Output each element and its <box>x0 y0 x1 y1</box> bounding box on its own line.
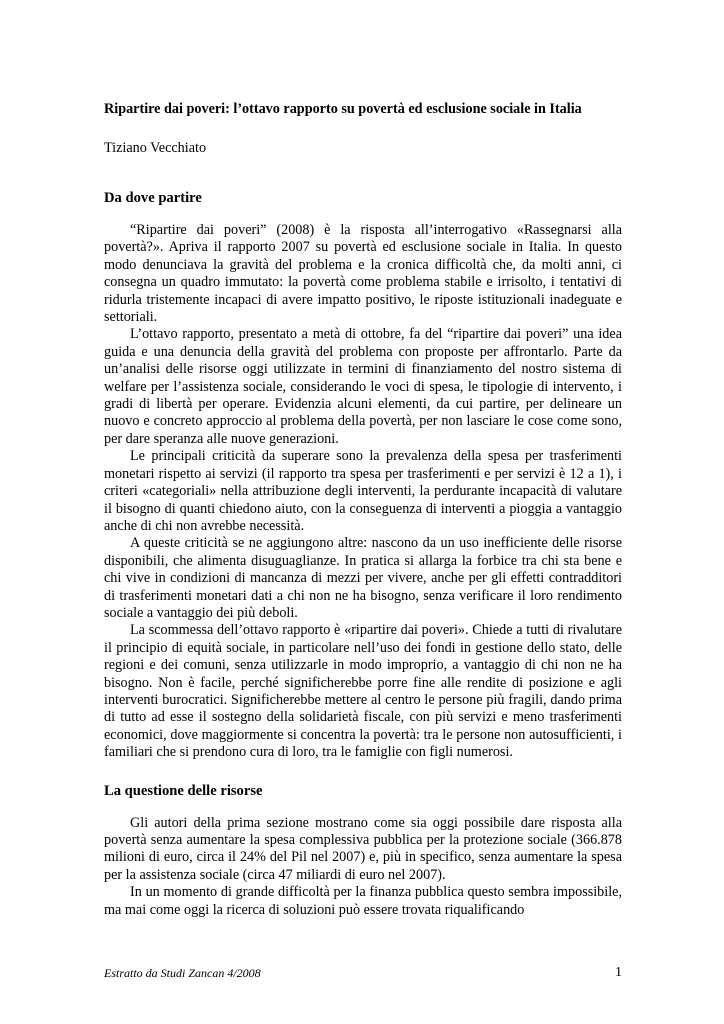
paragraph: L’ottavo rapporto, presentato a metà di ottobre, fa del “ripartire dai poveri” una idea guida e una denuncia della gravità del problema con proposte per affrontarlo. Parte da un’analisi delle risorse oggi utilizzate in termini di finanziamento del nostro sistema di welfare per l’assistenza sociale, considerando le voci di spesa, le tipologie di intervento, i gradi di libertà per operare. Evidenzia alcuni elementi, da cui partire, per delineare un nuovo e concreto approccio al problema della povertà, per non lasciare le cose come sono, per dare speranza alle nuove generazioni. <box>104 326 622 447</box>
section-body-da-dove-partire <box>104 222 622 762</box>
paragraph: “Ripartire dai poveri” (2008) è la risposta all’interrogativo «Rassegnarsi alla povertà?». Apriva il rapporto 2007 su povertà ed esclusione sociale in Italia. In questo modo denunciava la gravità del problema e la cronica difficoltà che, da molti anni, ci consegna un quadro immutato: la povertà come problema stabile e irrisolto, i tentativi di ridurla tristemente incapaci di avere impatto positivo, le riposte istituzionali inadeguate e settoriali. <box>104 222 622 326</box>
paragraph: In un momento di grande difficoltà per la finanza pubblica questo sembra impossibile, ma mai come oggi la ricerca di soluzioni può essere trovata riqualificando <box>104 884 622 918</box>
section-heading-la-questione-delle-risorse: La questione delle risorse <box>104 782 263 799</box>
document-author: Tiziano Vecchiato <box>104 140 207 156</box>
paragraph: La scommessa dell’ottavo rapporto è «ripartire dai poveri». Chiede a tutti di rivalutare il principio di equità sociale, in particolare nell’uso dei fondi in gestione dello stato, delle regioni e dei comuni, senza utilizzarle in modo improprio, a vantaggio di chi non ne ha bisogno. Non è facile, perché significherebbe porre fine alle rendite di posizione e agli interventi burocratici. Significherebbe mettere al centro le persone più fragili, dando prima di tutto ad esse il sostegno della solidarietà fiscale, con più servizi e meno trasferimenti economici, dove maggiormente si concentra la povertà: tra le persone non autosufficienti, i familiari che si prendono cura di loro, tra le famiglie con figli numerosi. <box>104 622 622 761</box>
document-title: Ripartire dai poveri: l’ottavo rapporto su povertà ed esclusione sociale in Italia <box>104 101 582 117</box>
section-heading-da-dove-partire: Da dove partire <box>104 190 202 206</box>
paragraph: Gli autori della prima sezione mostrano come sia oggi possibile dare risposta alla povertà senza aumentare la spesa complessiva pubblica per la protezione sociale (366.878 milioni di euro, circa il 24% del Pil nel 2007) e, più in specifico, senza aumentare la spesa per la assistenza sociale (circa 47 miliardi di euro nel 2007). <box>104 814 622 883</box>
page-number: 1 <box>615 965 622 980</box>
section-body-la-questione-delle-risorse <box>104 815 622 919</box>
footer-source: Estratto da Studi Zancan 4/2008 <box>104 966 261 980</box>
paragraph: A queste criticità se ne aggiungono altre: nascono da un uso inefficiente delle risorse disponibili, che alimenta disuguaglianze. In pratica si allarga la forbice tra chi sta bene e chi vive in condizioni di mancanza di mezzi per vivere, anche per gli effetti contradditori di trasferimenti monetari dati a chi non ne ha bisogno, senza verificare il loro rendimento sociale a vantaggio dei più deboli. <box>104 535 622 621</box>
document-body <box>104 100 622 919</box>
paragraph: Le principali criticità da superare sono la prevalenza della spesa per trasferimenti monetari rispetto ai servizi (il rapporto tra spesa per trasferimenti e per servizi è 12 a 1), i criteri «categoriali» nella attribuzione degli interventi, la perdurante incapacità di valutare il bisogno di quanti chiedono aiuto, con la conseguenza di interventi a pioggia a vantaggio anche di chi non avrebbe necessità. <box>104 448 622 534</box>
